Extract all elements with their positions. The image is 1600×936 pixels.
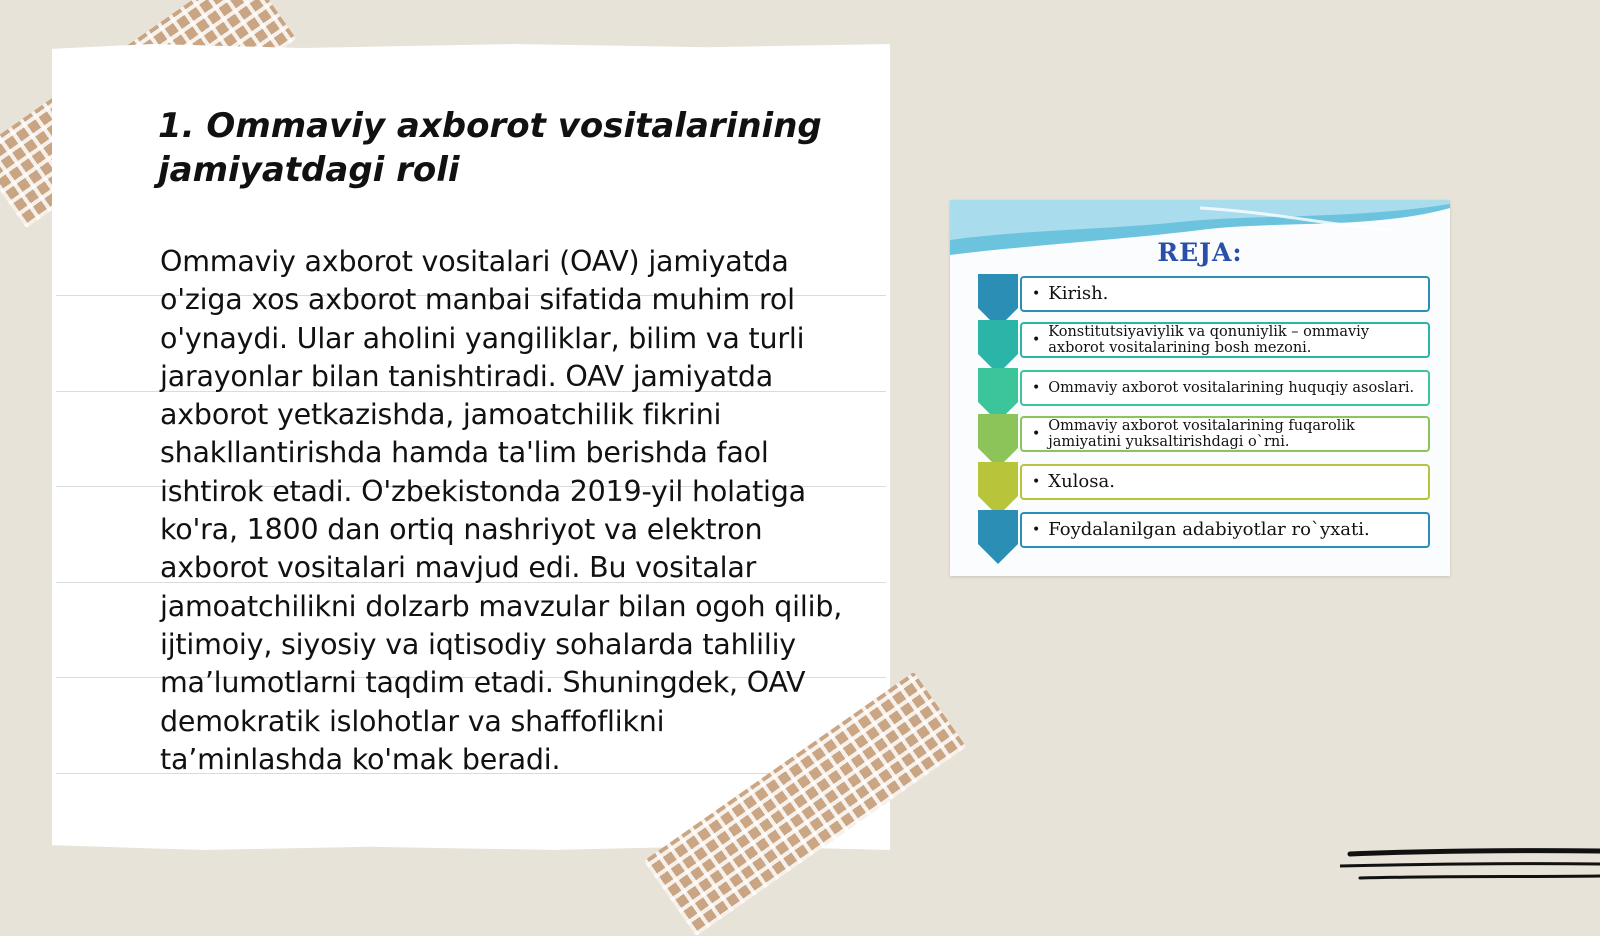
bullet-icon: • (1032, 380, 1041, 396)
slide-title: 1. Ommaviy axborot vositalarining jamiyatdagi roli (158, 106, 822, 190)
plan-item-label: Ommaviy axborot vositalarining fuqarolik jamiyatini yuksaltirishdagi o`rni. (1048, 418, 1355, 450)
slide-body-text: Ommaviy axborot vositalari (OAV) jamiyatda o'ziga xos axborot manbai sifatida muhim rol o'ynaydi. Ular aholini yangiliklar, bilim va turli jarayonlar bilan tanishtiradi. OAV jamiyatda axborot yetkazishda, jamoatchilik fikrini shakllantirishda hamda ta'lim berishda faol ishtirok etadi. O'zbekistonda 2019-yil holatiga ko'ra, 1800 dan ortiq nashriyot va elektron axborot vositalari mavjud edi. Bu vositalar jamoatchilikni dolzarb mavzular bilan ogoh qilib, ijtimoiy, siyosiy va iqtisodiy sohalarda tahliliy ma’lumotlarni taqdim etadi. Shuningdek, OAV demokratik islohotlar va shaffoflikni ta’minlashda ko'mak beradi. (160, 245, 843, 776)
plan-item-box (1020, 416, 1430, 452)
plan-item-label: Xulosa. (1048, 471, 1115, 492)
chevron-down-icon (978, 414, 1018, 468)
chevron-down-icon (978, 320, 1018, 374)
bullet-icon: • (1032, 332, 1041, 348)
plan-item (950, 462, 1450, 512)
chevron-down-icon (978, 510, 1018, 564)
plan-item-label: Ommaviy axborot vositalarining huquqiy asoslari. (1048, 380, 1415, 396)
bullet-icon: • (1032, 522, 1041, 538)
plan-item-label: Foydalanilgan adabiyotlar ro`yxati. (1048, 519, 1370, 540)
plan-item-box (1020, 322, 1430, 358)
bullet-icon: • (1032, 286, 1041, 302)
plan-item (950, 320, 1450, 370)
plan-item (950, 368, 1450, 418)
plan-image (950, 200, 1450, 576)
plan-item-label: Konstitutsiyaviylik va qonuniylik – ommaviy axborot vositalarining bosh mezoni. (1048, 324, 1370, 356)
decorative-brush-lines (1340, 848, 1600, 888)
plan-item (950, 510, 1450, 560)
plan-item (950, 414, 1450, 464)
plan-item-box (1020, 512, 1430, 548)
plan-item-box (1020, 276, 1430, 312)
plan-item (950, 274, 1450, 324)
bullet-icon: • (1032, 426, 1041, 442)
plan-item-label: Kirish. (1048, 283, 1109, 304)
plan-title: REJA: (1157, 238, 1243, 267)
plan-item-box (1020, 370, 1430, 406)
bullet-icon: • (1032, 474, 1041, 490)
plan-item-box (1020, 464, 1430, 500)
chevron-down-icon (978, 462, 1018, 516)
